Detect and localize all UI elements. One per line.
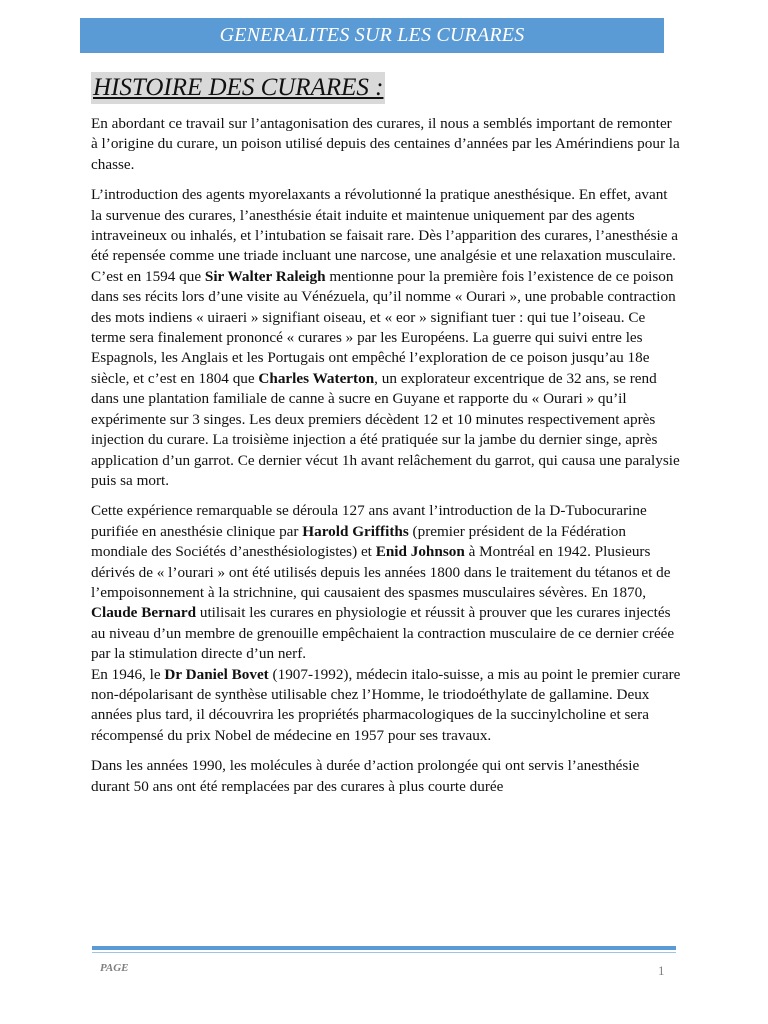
document-body: [91, 114, 681, 807]
paragraph-modern: Dans les années 1990, les molécules à durée d’action prolongée qui ont servis l’anesthésie durant 50 ans ont été remplacées par des curares à plus courte durée: [91, 757, 640, 795]
header-banner: [80, 18, 664, 53]
person-name: Sir Walter Raleigh: [204, 267, 326, 285]
paragraph-bovet: [91, 665, 681, 747]
header-title: GENERALITES SUR LES CURARES: [219, 24, 525, 46]
section-title: HISTOIRE DES CURARES :: [91, 72, 385, 104]
footer-rule: [92, 946, 676, 950]
text-run: En 1946, le: [91, 665, 165, 683]
footer-page-label: PAGE: [100, 962, 129, 974]
paragraph-intro: En abordant ce travail sur l’antagonisation des curares, il nous a semblés important de remonter à l’origine du curare, un poison utilisé depuis des centaines d’années par les Amérindiens pour la chasse.: [91, 115, 680, 173]
text-run: Cette expérience remarquable se déroula 127 ans avant l’introduction de la D-Tubocurarine purifiée en anesthésie clinique par: [91, 502, 647, 540]
text-run: à Montréal en 1942. Plusieurs dérivés de « l’ourari » ont été utilisés depuis les années 1800 dans le traitement du tétanos et de l’empoisonnement à la strichnine, qui causaient des spasmes musculaires sévères. En 1870,: [91, 543, 671, 601]
paragraph-experiment: [91, 501, 681, 664]
footer-rule-thin: [92, 952, 676, 953]
person-name: Dr Daniel Bovet: [164, 665, 269, 683]
text-run: , un explorateur excentrique de 32 ans, se rend dans une plantation familiale de canne à sucre en Guyane et rapporte du « Ourari » qu’il expérimente sur 3 singes. Les deux premiers décèdent 12 et 10 minutes respectivement après injection du curare. La troisième injection a été pratiquée sur la jambe du dernier singe, après application d’un garrot. Ce dernier vécut 1h avant relâchement du garrot, qui causa une paralysie puis sa mort.: [91, 369, 680, 489]
paragraph-history: [91, 185, 681, 491]
text-run: (premier président de la Fédération mondiale des Sociétés d’anesthésiologistes) et: [91, 522, 626, 561]
person-name: Enid Johnson: [375, 543, 465, 561]
text-run: utilisait les curares en physiologie et réussit à prouver que les curares injectés au niveau d’un membre de grenouille empêchaient la contraction musculaire de ce dernier créée par la stimulation directe d’un nerf.: [91, 604, 675, 663]
person-name: Claude Bernard: [91, 604, 197, 622]
text-run: (1907-1992), médecin italo-suisse, a mis au point le premier curare non-dépolarisant de synthèse utilisable chez l’Homme, le triodoéthylate de gallamine. Deux années plus tard, il découvrira les propriétés pharmacologiques de la succinylcholine et sera récompensé du prix Nobel de médecine en 1957 pour ses travaux.: [91, 665, 681, 744]
text-run: mentionne pour la première fois l’existence de ce poison dans ses récits lors d’une visite au Vénézuela, qu’il nomme « Ourari », une probable contraction des mots indiens « uiraeri » signifiant oiseau, et « eor » signifiant tuer : qui tue l’oiseau. Ce terme sera finalement prononcé « curares » par les Européens. La guerre qui suivi entre les Espagnols, les Anglais et les Portugais ont empêché l’exploration de ce poison jusqu’au 18e siècle, et c’est en 1804 que: [91, 267, 676, 387]
footer-page-number: 1: [658, 963, 665, 978]
person-name: Charles Waterton: [258, 369, 375, 387]
person-name: Harold Griffiths: [302, 522, 409, 540]
text-run: L’introduction des agents myorelaxants a révolutionné la pratique anesthésique. En effet, avant la survenue des curares, l’anesthésie était induite et maintenue uniquement par des agents intraveineux ou inhalés, et l’intubation se faisait rare. Dès l’apparition des curares, l’anesthésie a été repensée comme une triade incluant une narcose, une analgésie et une relaxation musculaire. C’est en 1594 que: [91, 186, 679, 285]
